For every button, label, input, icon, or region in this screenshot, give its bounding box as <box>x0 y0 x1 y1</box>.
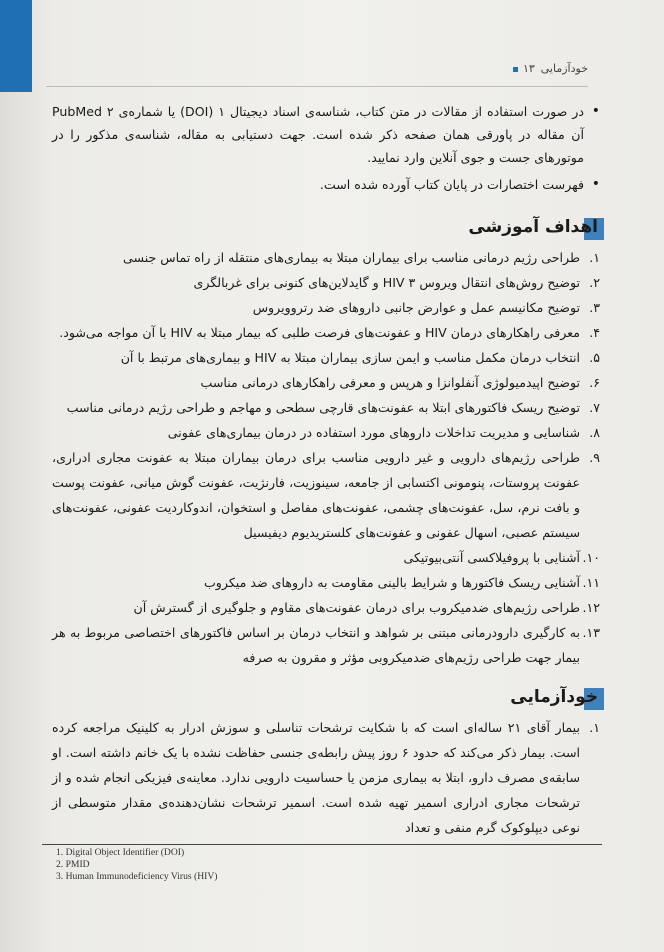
objective-item: ۱۲. طراحی رژیم‌های ضدمیکروب برای درمان عفونت‌های مقاوم و جلوگیری از گسترش آن <box>133 600 600 615</box>
objective-item: ۳. توضیح مکانیسم عمل و عوارض جانبی داروهای ضد رتروویروس <box>252 300 600 315</box>
objective-item: ۲. توضیح روش‌های انتقال ویروس HIV ۳ و گایدلاین‌های کنونی برای غربالگری <box>193 275 600 290</box>
objective-item: ۱۰. آشنایی با پروفیلاکسی آنتی‌بیوتیکی <box>403 550 600 565</box>
objective-item: ۸. شناسایی و مدیریت تداخلات داروهای مورد استفاده در درمان بیماری‌های عفونی <box>167 425 600 440</box>
objectives-heading: اهداف آموزشی <box>456 216 600 239</box>
objective-item: ۷. توضیح ریسک فاکتورهای ابتلا به عفونت‌های قارچی سطحی و مهاجم و طراحی رژیم درمانی مناسب <box>66 400 600 415</box>
header-separator-square <box>513 67 518 72</box>
objective-item: ۱۳. به کارگیری دارودرمانی مبتنی بر شواهد و انتخاب درمان بر اساس فاکتورهای اختصاصی مربوط به هر بیمار جهت طراحی رژیم‌های ضدمیکروبی مؤثر و مقرون به صرفه <box>52 625 600 665</box>
self-test-list <box>52 715 600 840</box>
self-test-heading: خودآزمایی <box>498 686 600 709</box>
objective-item: ۱۱. آشنایی ریسک فاکتورها و شرایط بالینی مقاومت به داروهای ضد میکروب <box>203 575 600 590</box>
running-header <box>58 62 588 84</box>
objective-item: ۴. معرفی راهکارهای درمان HIV و عفونت‌های فرصت طلبی که بیمار مبتلا به HIV با آن مواجه می‌شود. <box>59 325 600 340</box>
footnote: 1. Digital Object Identifier (DOI) <box>56 847 185 858</box>
header-title: خودآزمایی <box>540 62 588 75</box>
footnote: 2. PMID <box>56 859 90 870</box>
objective-item: ۹. طراحی رژیم‌های دارویی و غیر دارویی مناسب برای درمان بیماران مبتلا به عفونت مجاری ادراری، عفونت پروستات، پنومونی اکتسابی از جامعه، سینوزیت، فارنژیت، عفونت گوش میانی، عفونت پوست و بافت نرم، سل، عفونت‌های چشمی، عفونت‌های مفاصل و استخوان، اندوکاردیت عفونی، عفونت‌های سیستم عصبی، اسهال عفونی و عفونت‌های کلستریدیوم دیفیسیل <box>52 450 600 540</box>
objective-item: ۶. توضیح اپیدمیولوژی آنفلوانزا و هرپس و معرفی راهکارهای درمانی مناسب <box>200 375 600 390</box>
objective-item: ۵. انتخاب درمان مکمل مناسب و ایمن سازی بیماران مبتلا به HIV و بیماری‌های مرتبط با آن <box>120 350 600 365</box>
footnote: 3. Human Immunodeficiency Virus (HIV) <box>56 871 218 882</box>
self-test-question: ۱. بیمار آقای ۲۱ ساله‌ای است که با شکایت ترشحات تناسلی و سوزش ادرار به کلینیک مراجعه کرده است. بیمار ذکر می‌کند که حدود ۶ روز پیش رابطه‌ی جنسی حفاظت نشده با یک خانم داشته است. او سابقه‌ی مصرف دارو، ابتلا به بیماری مزمن یا حساسیت دارویی ندارد. معاینه‌ی فیزیکی انجام شده و از ترشحات مجاری ادراری اسمیر تهیه شده است. اسمیر ترشحات نشان‌دهنده‌ی مقدار متوسطی از نوعی دیپلوکوک گرم منفی و تعداد <box>52 720 600 835</box>
footnotes <box>56 847 218 883</box>
intro-bullet: • فهرست اختصارات در پایان کتاب آورده شده است. <box>52 173 600 196</box>
page-number: ۱۳ <box>522 62 535 75</box>
intro-bullet-list <box>52 100 600 196</box>
page-body <box>52 100 600 840</box>
footnote-rule <box>42 844 602 845</box>
objective-item: ۱. طراحی رژیم درمانی مناسب برای بیماران مبتلا به بیماری‌های منتقله از راه تماس جنسی <box>122 250 600 265</box>
header-rule <box>46 86 588 87</box>
chapter-tab <box>0 0 32 92</box>
objectives-list <box>52 245 600 670</box>
intro-bullet: • در صورت استفاده از مقالات در متن کتاب، شناسه‌ی اسناد دیجیتال ۱ (DOI) یا شماره‌ی PubMed ۲ آن مقاله در پاورقی همان صفحه ذکر شده است. جهت دستیابی به مقاله، شناسه‌ی مذکور را در موتورهای جست و جوی آنلاین وارد نمایید. <box>52 100 600 169</box>
